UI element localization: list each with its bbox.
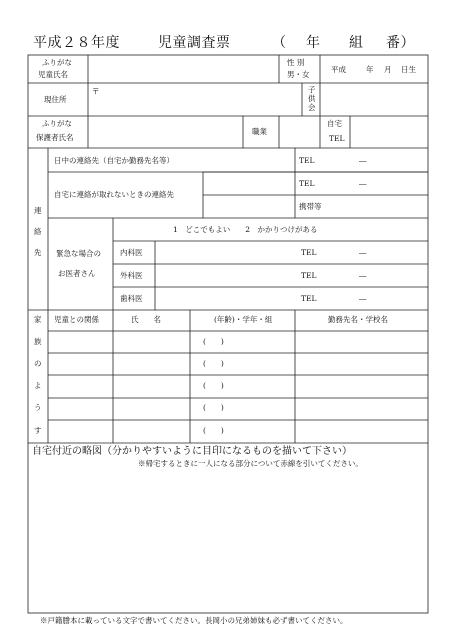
home-tel-field[interactable]: [352, 118, 426, 146]
header-open-paren: （: [272, 35, 287, 51]
emergency-doctor-line-1: 緊急な場合の: [56, 249, 101, 258]
map-note: ※帰宅するときに一人になる部分について赤線を引いてください。: [138, 459, 363, 468]
family-side-5: う: [34, 403, 42, 412]
family-age-row-3[interactable]: ( ): [203, 381, 224, 390]
doctor-dental-dash: ―: [359, 294, 367, 303]
mobile-label: 携帯等: [299, 202, 322, 211]
kyoukai-field[interactable]: [322, 86, 426, 114]
birth-era: 平成: [331, 65, 346, 74]
unreachable-dash: ―: [359, 179, 367, 188]
kyoukai-char-2: 供: [308, 94, 316, 103]
kyoukai-char-1: 子: [308, 85, 316, 94]
family-side-1: 家: [34, 315, 42, 324]
birth-year: 年: [366, 65, 374, 74]
map-drawing-area[interactable]: [30, 472, 426, 611]
doctor-internal-tel: TEL: [301, 248, 317, 257]
header-year-label: 年: [306, 35, 321, 51]
job-field[interactable]: [281, 118, 318, 146]
emergency-doctor-line-2: お医者さん: [58, 269, 96, 278]
era-year: 平成２８年度: [33, 35, 120, 51]
family-col-relation: 児童との関係: [54, 315, 99, 324]
contact-side-1: 連: [34, 206, 42, 215]
family-side-4: よ: [34, 381, 42, 390]
doctor-surgery-tel: TEL: [301, 271, 317, 280]
family-side-3: の: [34, 359, 42, 368]
day-contact-dash: ―: [359, 156, 367, 165]
birth-day: 日生: [401, 65, 416, 74]
contact-side-3: 先: [34, 248, 42, 257]
birth-month: 月: [384, 65, 392, 74]
day-contact-label: 日中の連絡先（自宅か勤務先名等）: [54, 156, 174, 165]
footer-note: ※戸籍謄本に載っている文字で書いてください。長岡小の兄弟姉妹も必ず書いてください。: [40, 616, 348, 625]
contact-side-2: 絡: [34, 227, 42, 236]
family-age-row-1[interactable]: ( ): [203, 337, 224, 346]
doctor-surgery-dash: ―: [359, 271, 367, 280]
job-label: 職業: [252, 127, 267, 136]
doctor-internal-dash: ―: [359, 248, 367, 257]
family-age-row-4[interactable]: ( ): [203, 403, 224, 412]
doctor-surgery: 外科医: [120, 271, 143, 280]
guardian-furigana-label: ふりがな: [42, 119, 72, 128]
address-field[interactable]: [104, 86, 299, 114]
day-contact-tel: TEL: [299, 156, 315, 165]
kyoukai-char-3: 会: [308, 103, 316, 112]
address-label: 現住所: [44, 95, 67, 104]
sex-options[interactable]: 男・女: [287, 70, 310, 79]
home-label: 自宅: [327, 119, 342, 128]
guardian-name-label: 保護者氏名: [36, 133, 74, 142]
family-side-2: 族: [34, 337, 42, 346]
home-tel-label: TEL: [329, 134, 345, 143]
child-furigana-label: ふりがな: [42, 58, 72, 67]
map-title: 自宅付近の略図（分かりやすいように目印になるものを描いて下さい）: [32, 446, 352, 457]
family-col-name: 氏 名: [131, 315, 161, 324]
doctor-dental: 歯科医: [120, 294, 143, 303]
family-age-row-5[interactable]: ( ): [203, 426, 224, 435]
child-name-field[interactable]: [90, 57, 276, 81]
unreachable-label: 自宅に連絡が取れないときの連絡先: [54, 190, 174, 199]
postal-mark: 〒: [92, 87, 100, 96]
family-col-work: 勤務先名・学校名: [328, 315, 388, 324]
doctor-internal: 内科医: [120, 248, 143, 257]
doctor-dental-tel: TEL: [301, 294, 317, 303]
doctor-options: 1 どこでもよい 2 かかりつけがある: [173, 225, 318, 234]
family-col-age: (年齢)・学年・組: [214, 315, 273, 324]
guardian-name-field[interactable]: [90, 118, 240, 146]
unreachable-tel: TEL: [299, 179, 315, 188]
child-name-label: 児童氏名: [38, 70, 68, 79]
header-class-label: 組: [349, 35, 364, 51]
form-title: 児童調査票: [158, 35, 231, 51]
family-side-6: す: [34, 426, 42, 435]
sex-label: 性 別: [287, 58, 305, 67]
family-age-row-2[interactable]: ( ): [203, 359, 224, 368]
header-number-label: 番）: [386, 35, 415, 51]
